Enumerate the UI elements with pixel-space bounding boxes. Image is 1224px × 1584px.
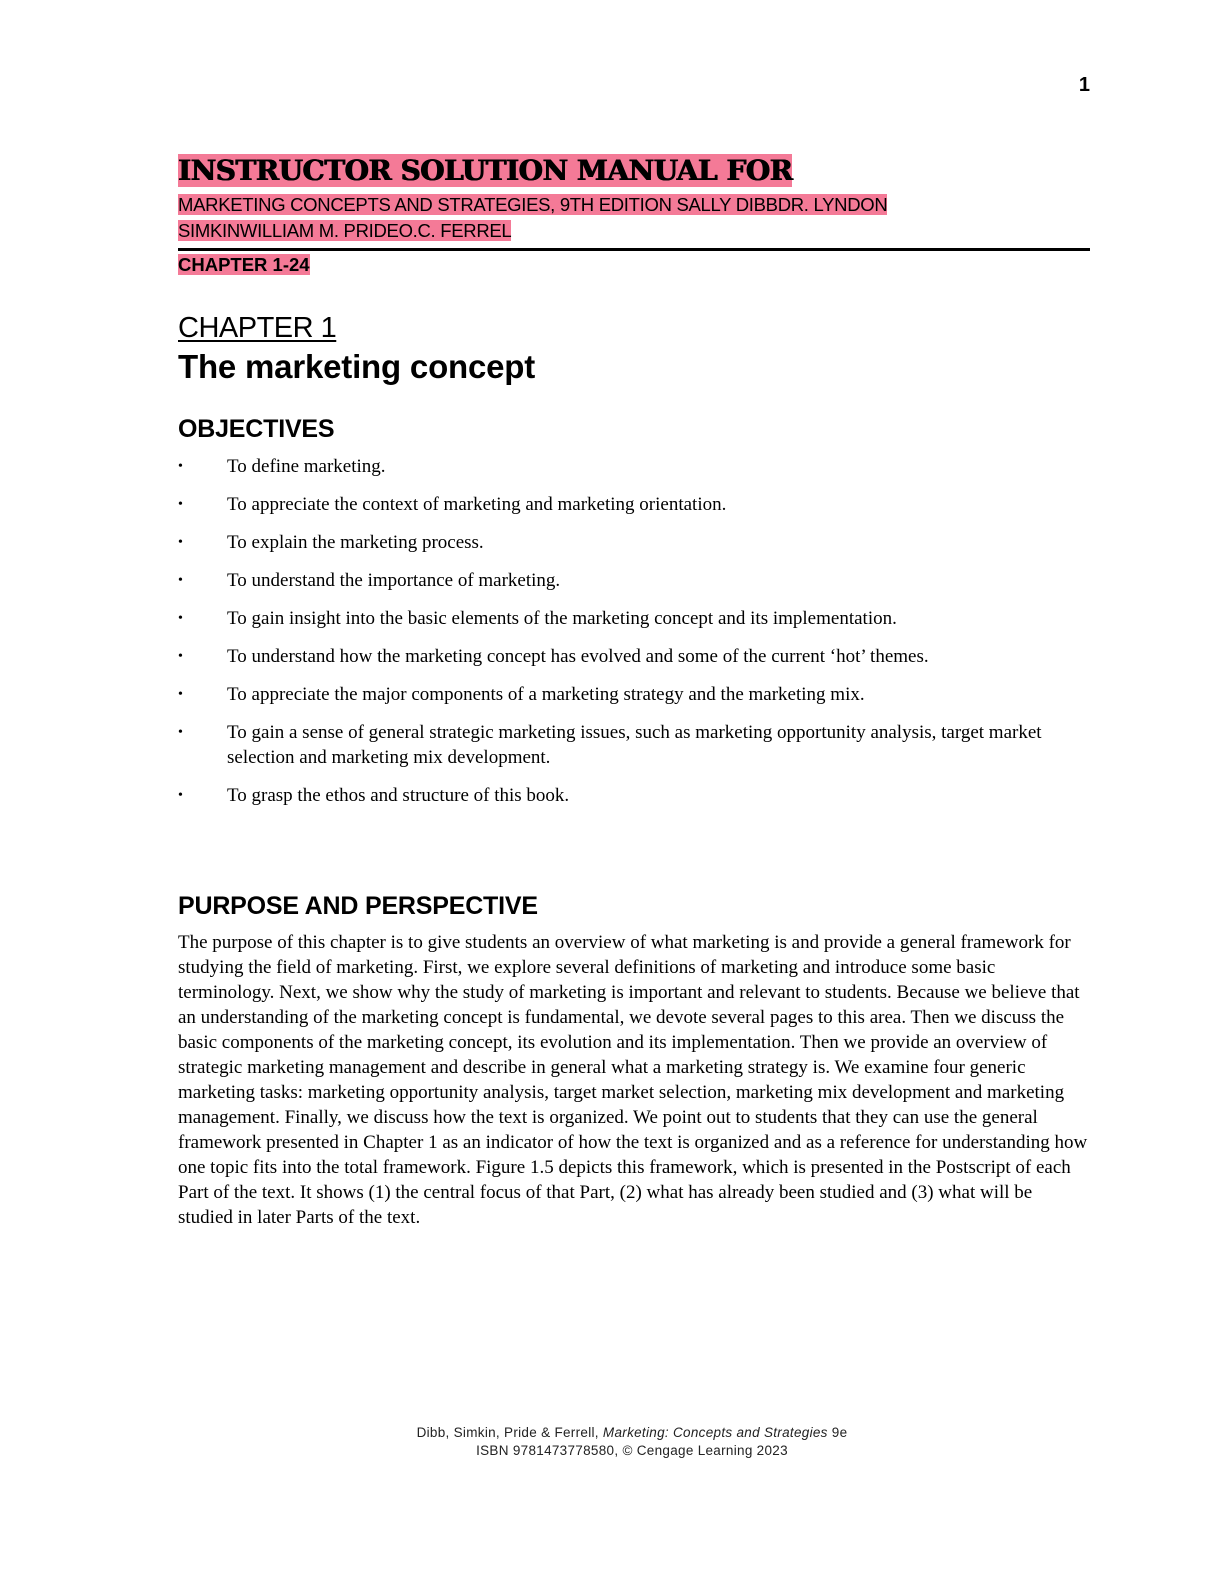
objective-text: To understand how the marketing concept has evolved and some of the current ‘hot’ themes. (227, 646, 929, 667)
footer-citation (0, 1424, 1224, 1442)
chapter-range (178, 252, 1090, 278)
page-footer (0, 1424, 1224, 1460)
objective-text: To understand the importance of marketing. (227, 570, 561, 591)
document-header (178, 152, 1090, 278)
objective-item (178, 455, 1078, 480)
bullet-icon: • (178, 649, 183, 664)
footer-isbn: ISBN 9781473778580, © Cengage Learning 2023 (476, 1443, 788, 1458)
purpose-heading: PURPOSE AND PERSPECTIVE (178, 892, 538, 920)
chapter-label: CHAPTER 1 (178, 312, 337, 344)
objective-text: To define marketing. (227, 456, 386, 477)
objective-text: To gain a sense of general strategic marketing issues, such as marketing opportunity analysis, target market selection and marketing mix development. (227, 722, 1042, 768)
objective-item (178, 493, 1078, 518)
objectives-heading: OBJECTIVES (178, 415, 335, 443)
manual-subtitle-text: MARKETING CONCEPTS AND STRATEGIES, 9TH EDITION SALLY DIBBDR. LYNDON SIMKINWILLIAM M. PRIDEO.C. FERREL (178, 194, 888, 241)
objective-item (178, 683, 1078, 708)
header-divider (178, 248, 1090, 251)
objective-item (178, 721, 1078, 770)
objective-text: To grasp the ethos and structure of this book. (227, 784, 570, 806)
purpose-paragraph: The purpose of this chapter is to give students an overview of what marketing is and provide a general framework for studying the field of marketing. First, we explore several definitions of marketing and introduce some basic terminology. Next, we show why the study of marketing is important and relevant to students. Because we believe that an understanding of the marketing concept is fundamental, we devote several pages to this area. Then we discuss the basic components of the marketing concept, its evolution and its implementation. Then we provide an overview of strategic marketing management and describe in general what a marketing strategy is. We examine four generic marketing tasks: marketing opportunity analysis, target market selection, marketing mix development and marketing management. Finally, we discuss how the text is organized. We point out to students that they can use the general framework presented in Chapter 1 as an indicator of how the text is organized and as a reference for understanding how one topic fits into the total framework. Figure 1.5 depicts this framework, which is presented in the Postscript of each Part of the text. It shows (1) the central focus of that Part, (2) what has already been studied and (3) what will be studied in later Parts of the text. (178, 932, 1088, 1228)
manual-title-text: INSTRUCTOR SOLUTION MANUAL FOR (178, 154, 793, 187)
objective-item (178, 569, 1078, 594)
manual-title (178, 152, 1090, 190)
objective-item (178, 645, 1078, 670)
objectives-list (178, 455, 1078, 822)
footer-edition: 9e (827, 1425, 848, 1440)
bullet-icon: • (178, 459, 183, 474)
objective-text: To explain the marketing process. (227, 532, 484, 553)
objective-text: To appreciate the major components of a marketing strategy and the marketing mix. (227, 684, 865, 705)
objective-text: To appreciate the context of marketing and marketing orientation. (227, 494, 727, 515)
objective-text: To gain insight into the basic elements of the marketing concept and its implementation. (227, 608, 897, 629)
manual-subtitle (178, 192, 978, 244)
chapter-range-text: CHAPTER 1-24 (178, 254, 310, 275)
bullet-icon: • (178, 497, 183, 512)
bullet-icon: • (178, 687, 183, 702)
bullet-icon: • (178, 573, 183, 588)
bullet-icon: • (178, 725, 183, 740)
chapter-title: The marketing concept (178, 348, 536, 385)
objective-item (178, 784, 1078, 809)
page-number: 1 (1078, 74, 1090, 96)
bullet-icon: • (178, 611, 183, 626)
footer-book-title: Marketing: Concepts and Strategies (602, 1425, 828, 1440)
objective-item (178, 531, 1078, 556)
objective-item (178, 607, 1078, 632)
bullet-icon: • (178, 787, 183, 803)
footer-authors: Dibb, Simkin, Pride & Ferrell, (416, 1425, 603, 1440)
bullet-icon: • (178, 535, 183, 550)
